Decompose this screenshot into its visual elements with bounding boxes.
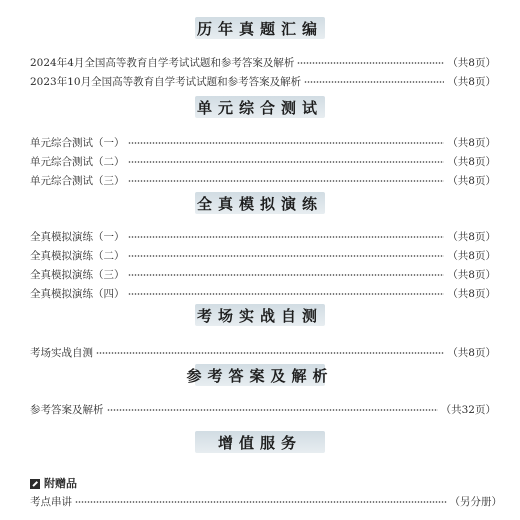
dot-leader bbox=[128, 180, 445, 182]
dot-leader bbox=[128, 142, 445, 144]
section-title: 全真模拟演练 bbox=[196, 194, 323, 213]
dot-leader bbox=[128, 255, 445, 257]
entry-label: 考点串讲 bbox=[30, 496, 72, 508]
checkbox-icon bbox=[30, 479, 40, 489]
toc-entry[interactable] bbox=[30, 286, 496, 302]
dot-leader bbox=[297, 62, 444, 64]
dot-leader bbox=[304, 81, 444, 83]
entry-pages: （共8页） bbox=[447, 175, 496, 187]
section-title: 单元综合测试 bbox=[196, 98, 323, 117]
toc-entry[interactable] bbox=[30, 402, 496, 418]
dot-leader bbox=[128, 161, 445, 163]
section-title: 历年真题汇编 bbox=[196, 19, 323, 38]
toc-entry[interactable] bbox=[30, 74, 496, 90]
section-banner bbox=[0, 364, 520, 386]
entry-pages: （共8页） bbox=[447, 156, 496, 168]
dot-leader bbox=[96, 352, 444, 354]
appendix-heading bbox=[30, 476, 77, 492]
section-title: 增值服务 bbox=[217, 433, 302, 452]
entry-pages: （共8页） bbox=[447, 288, 496, 300]
entry-label: 全真模拟演练（三） bbox=[30, 269, 125, 281]
section-banner bbox=[0, 431, 520, 453]
section-banner bbox=[0, 192, 520, 214]
entry-label: 全真模拟演练（二） bbox=[30, 250, 125, 262]
entry-pages: （共8页） bbox=[447, 76, 496, 88]
toc-entry[interactable] bbox=[30, 135, 496, 151]
entry-label: 单元综合测试（三） bbox=[30, 175, 125, 187]
toc-entry[interactable] bbox=[30, 267, 496, 283]
entry-label: 单元综合测试（二） bbox=[30, 156, 125, 168]
section-banner bbox=[0, 17, 520, 39]
toc-entry[interactable] bbox=[30, 248, 496, 264]
entry-pages: （共32页） bbox=[440, 404, 496, 416]
entry-label: 2023年10月全国高等教育自学考试试题和参考答案及解析 bbox=[30, 76, 302, 88]
toc-entry[interactable] bbox=[30, 55, 496, 71]
dot-leader bbox=[75, 501, 447, 503]
entry-pages: （共8页） bbox=[447, 250, 496, 262]
dot-leader bbox=[128, 236, 445, 238]
dot-leader bbox=[128, 293, 445, 295]
toc-entry[interactable] bbox=[30, 494, 502, 510]
entry-label: 单元综合测试（一） bbox=[30, 137, 125, 149]
entry-label: 考场实战自测 bbox=[30, 347, 93, 359]
section-title: 参考答案及解析 bbox=[186, 366, 334, 385]
entry-label: 全真模拟演练（一） bbox=[30, 231, 125, 243]
toc-entry[interactable] bbox=[30, 173, 496, 189]
dot-leader bbox=[107, 409, 438, 411]
entry-pages: （共8页） bbox=[447, 137, 496, 149]
entry-pages: （共8页） bbox=[447, 347, 496, 359]
entry-label: 2024年4月全国高等教育自学考试试题和参考答案及解析 bbox=[30, 57, 295, 69]
entry-label: 全真模拟演练（四） bbox=[30, 288, 125, 300]
toc-entry[interactable] bbox=[30, 229, 496, 245]
dot-leader bbox=[128, 274, 445, 276]
entry-pages: （共8页） bbox=[447, 231, 496, 243]
entry-pages: （另分册） bbox=[449, 496, 502, 508]
entry-pages: （共8页） bbox=[447, 269, 496, 281]
toc-entry[interactable] bbox=[30, 154, 496, 170]
entry-label: 参考答案及解析 bbox=[30, 404, 104, 416]
appendix-heading-label: 附赠品 bbox=[44, 477, 77, 490]
section-banner bbox=[0, 304, 520, 326]
toc-entry[interactable] bbox=[30, 345, 496, 361]
section-title: 考场实战自测 bbox=[196, 306, 323, 325]
section-banner bbox=[0, 96, 520, 118]
entry-pages: （共8页） bbox=[447, 57, 496, 69]
